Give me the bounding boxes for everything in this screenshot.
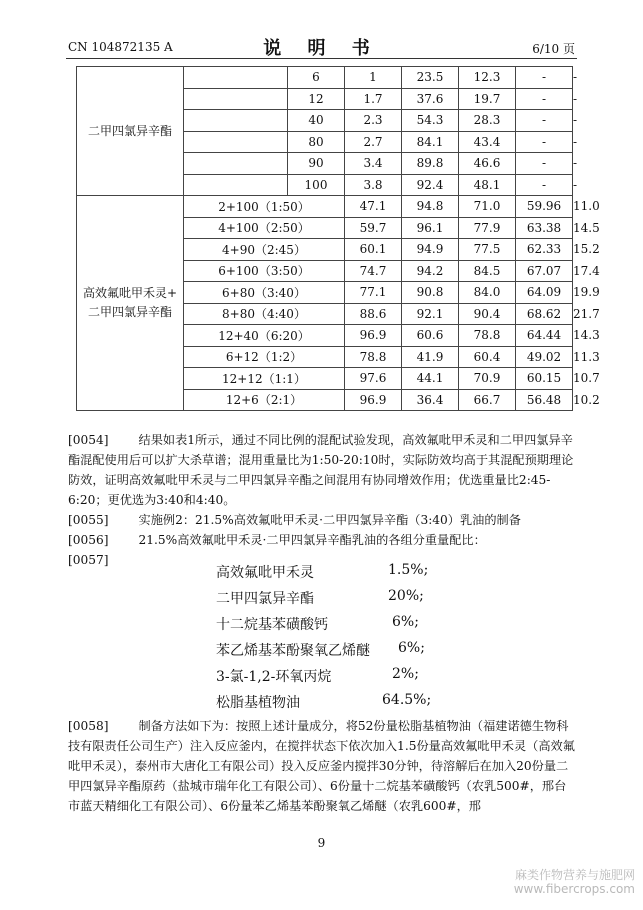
table-row: 80 2.7 84.1 43.4 - - — [77, 131, 573, 153]
table-cell: - — [516, 131, 573, 153]
table-cell: 59.7 — [345, 217, 402, 239]
table-cell: 28.3 — [459, 110, 516, 132]
table-cell: 2+100（1:50） — [184, 196, 345, 218]
table-cell: 23.5 — [402, 67, 459, 89]
table-cell: 89.8 — [402, 153, 459, 175]
component-name: 3-氯-1,2-环氧丙烷 — [216, 669, 332, 685]
table-row: 100 3.8 92.4 48.1 - - — [77, 174, 573, 196]
paragraph-text: 21.5%高效氟吡甲禾灵·二甲四氯异辛酯乳油的各组分重量配比： — [138, 533, 486, 547]
page-header — [0, 0, 643, 64]
table-cell: 8+80（4:40） — [184, 303, 345, 325]
watermark — [514, 868, 635, 896]
empty-cell — [184, 110, 288, 132]
table-cell: 2.3 — [345, 110, 402, 132]
table-cell: 36.4 — [402, 389, 459, 411]
paragraph-text: 制备方法如下为：按照上述计量成分，将52份量松脂基植物油（福建诺德生物科技有限责任公司生产）注入反应釜内，在搅拌状态下依次加入1.5份量高效氟吡甲禾灵（高效氟吡甲禾灵），泰州市大唐化工有限公司）投入反应釜内搅拌30分钟，待溶解后在加入20份量二甲四氯异辛酯原药（盐城市瑞年化工有限公司）、6份量十二烷基苯磺酸钙（农乳500#，邢台市蓝天精细化工有限公司）、6份量苯乙烯基苯酚聚氧乙烯醚（农乳600#，邢 — [68, 719, 575, 813]
formulation-row — [216, 588, 476, 616]
paragraph-number: [0054] — [68, 433, 109, 447]
table-row: 90 3.4 89.8 46.6 - - — [77, 153, 573, 175]
table-cell: 96.9 — [345, 325, 402, 347]
table-cell: 48.1 — [459, 174, 516, 196]
component-name: 苯乙烯基苯酚聚氧乙烯醚 — [216, 643, 370, 659]
table-row: 6+12（1:2） 78.8 41.9 60.4 49.02 11.3 — [77, 346, 573, 368]
formulation-row — [216, 666, 476, 694]
table-cell: 92.4 — [402, 174, 459, 196]
table-cell: 37.6 — [402, 88, 459, 110]
table-row: 二甲四氯异辛酯 6 1 23.5 12.3 - - — [77, 67, 573, 89]
table-cell: 6+80（3:40） — [184, 282, 345, 304]
empty-cell — [184, 174, 288, 196]
table-cell: 90.4 — [459, 303, 516, 325]
table-cell: 77.9 — [459, 217, 516, 239]
table-cell: 96.9 — [345, 389, 402, 411]
paragraph-0055 — [68, 510, 578, 530]
table-cell: 100 — [288, 174, 345, 196]
paragraph-number: [0058] — [68, 719, 109, 733]
table-cell: 84.0 — [459, 282, 516, 304]
table-cell: 97.6 — [345, 368, 402, 390]
table-cell: 4+90（2:45） — [184, 239, 345, 261]
table-cell: - — [516, 174, 573, 196]
table-cell: 43.4 — [459, 131, 516, 153]
table-cell: 12+6（2:1） — [184, 389, 345, 411]
table-cell: 19.7 — [459, 88, 516, 110]
component-name: 十二烷基苯磺酸钙 — [216, 617, 328, 633]
table-cell: - — [516, 67, 573, 89]
table-cell: 84.1 — [402, 131, 459, 153]
table-cell: 90 — [288, 153, 345, 175]
formulation-row — [216, 640, 476, 668]
paragraph-number: [0056] — [68, 533, 109, 547]
table-cell: 3.8 — [345, 174, 402, 196]
table-cell: 6+12（1:2） — [184, 346, 345, 368]
table-row: 12+12（1:1） 97.6 44.1 70.9 60.15 10.7 — [77, 368, 573, 390]
table-row: 8+80（4:40） 88.6 92.1 90.4 68.62 21.7 — [77, 303, 573, 325]
table-cell: 80 — [288, 131, 345, 153]
table-cell: 60.4 — [459, 346, 516, 368]
component-name: 松脂基植物油 — [216, 695, 300, 711]
page-number: 9 — [317, 836, 326, 850]
paragraph-number: [0055] — [68, 513, 109, 527]
table-cell: 40 — [288, 110, 345, 132]
formulation-list — [216, 562, 476, 732]
table-cell: 4+100（2:50） — [184, 217, 345, 239]
results-table — [76, 66, 600, 411]
watermark-line: 麻类作物营养与施肥网 — [514, 868, 635, 882]
table-cell: 64.09 — [516, 282, 573, 304]
table-row: 高效氟吡甲禾灵+ 二甲四氯异辛酯 2+100（1:50） 47.1 94.8 71.0 59.96 11.0 — [77, 196, 573, 218]
table-cell: 94.2 — [402, 260, 459, 282]
table-cell: 78.8 — [459, 325, 516, 347]
paragraph-number: [0057] — [68, 553, 109, 567]
table-cell: 3.4 — [345, 153, 402, 175]
group-label — [77, 67, 184, 196]
table-cell: 60.1 — [345, 239, 402, 261]
table-cell: 56.48 — [516, 389, 573, 411]
table-cell: 70.9 — [459, 368, 516, 390]
paragraph-text: 实施例2：21.5%高效氟吡甲禾灵·二甲四氯异辛酯（3:40）乳油的制备 — [138, 513, 521, 527]
empty-cell — [184, 153, 288, 175]
component-percentage: 64.5%; — [382, 692, 432, 708]
table-cell: 6+100（3:50） — [184, 260, 345, 282]
document-title: 说 明 书 — [263, 38, 380, 59]
paragraph-0056 — [68, 530, 578, 550]
component-name: 二甲四氯异辛酯 — [216, 591, 314, 607]
table-cell: 71.0 — [459, 196, 516, 218]
table-row: 6+100（3:50） 74.7 94.2 84.5 67.07 17.4 — [77, 260, 573, 282]
table-cell: 12+12（1:1） — [184, 368, 345, 390]
table-cell: 54.3 — [402, 110, 459, 132]
table-cell: 1.7 — [345, 88, 402, 110]
component-percentage: 6%; — [392, 614, 419, 630]
empty-cell — [184, 67, 288, 89]
table-cell: 60.6 — [402, 325, 459, 347]
table-row: 4+100（2:50） 59.7 96.1 77.9 63.38 14.5 — [77, 217, 573, 239]
component-percentage: 2%; — [392, 666, 419, 682]
component-name: 高效氟吡甲禾灵 — [216, 565, 314, 581]
page-indicator: 6/10 页 — [532, 42, 575, 56]
paragraph-0054 — [68, 430, 578, 510]
watermark-url: www.fibercrops.com — [513, 882, 635, 896]
table-cell: 68.62 — [516, 303, 573, 325]
table-cell: 63.38 — [516, 217, 573, 239]
table-row: 40 2.3 54.3 28.3 - - — [77, 110, 573, 132]
table-cell: 60.15 — [516, 368, 573, 390]
table-cell: 44.1 — [402, 368, 459, 390]
table-cell: 67.07 — [516, 260, 573, 282]
table-row: 4+90（2:45） 60.1 94.9 77.5 62.33 15.2 — [77, 239, 573, 261]
table-cell: 96.1 — [402, 217, 459, 239]
table-cell: 64.44 — [516, 325, 573, 347]
table-cell: 94.9 — [402, 239, 459, 261]
table-cell: 49.02 — [516, 346, 573, 368]
component-percentage: 6%; — [398, 640, 425, 656]
table-cell: 77.1 — [345, 282, 402, 304]
patent-number: CN 104872135 A — [68, 40, 173, 54]
table-cell: 84.5 — [459, 260, 516, 282]
table-cell: 6 — [288, 67, 345, 89]
table-cell: 94.8 — [402, 196, 459, 218]
table-cell: 47.1 — [345, 196, 402, 218]
table-cell: 90.8 — [402, 282, 459, 304]
formulation-row — [216, 562, 476, 590]
table-cell: 12 — [288, 88, 345, 110]
table-row: 12+40（6:20） 96.9 60.6 78.8 64.44 14.3 — [77, 325, 573, 347]
table-cell: 41.9 — [402, 346, 459, 368]
table-cell: 66.7 — [459, 389, 516, 411]
table-cell: 12.3 — [459, 67, 516, 89]
table-cell: 77.5 — [459, 239, 516, 261]
paragraph-text: 结果如表1所示，通过不同比例的混配试验发现，高效氟吡甲禾灵和二甲四氯异辛酯混配使用后可以扩大杀草谱；混用重量比为1:50-20:10时，实际防效均高于其混配预期理论防效，证明高效氟吡甲禾灵与二甲四氯异辛酯之间混用有协同增效作用；优选重量比2:45-6:20；更优选为3:40和4:40。 — [68, 433, 574, 507]
table-row: 6+80（3:40） 77.1 90.8 84.0 64.09 19.9 — [77, 282, 573, 304]
table-cell: - — [516, 88, 573, 110]
table-row: 12 1.7 37.6 19.7 - - — [77, 88, 573, 110]
table-cell: - — [516, 153, 573, 175]
group-label-line: 二甲四氯异辛酯 — [87, 123, 172, 138]
table-cell: 46.6 — [459, 153, 516, 175]
formulation-row — [216, 614, 476, 642]
table-cell: 78.8 — [345, 346, 402, 368]
empty-cell — [184, 88, 288, 110]
paragraph-0058 — [68, 716, 578, 816]
table-cell: 1 — [345, 67, 402, 89]
table-cell: 62.33 — [516, 239, 573, 261]
table-cell: - — [516, 110, 573, 132]
component-percentage: 20%; — [388, 588, 424, 604]
table-row: 12+6（2:1） 96.9 36.4 66.7 56.48 10.2 — [77, 389, 573, 411]
table-cell: 59.96 — [516, 196, 573, 218]
component-percentage: 1.5%; — [388, 562, 429, 578]
table-cell: 12+40（6:20） — [184, 325, 345, 347]
group-label-line: 二甲四氯异辛酯 — [87, 305, 172, 319]
table-cell: 88.6 — [345, 303, 402, 325]
table-cell: 2.7 — [345, 131, 402, 153]
table-cell: 74.7 — [345, 260, 402, 282]
group-label — [77, 196, 184, 411]
empty-cell — [184, 131, 288, 153]
group-label-line: 高效氟吡甲禾灵+ — [82, 286, 178, 300]
table-cell: 92.1 — [402, 303, 459, 325]
header-rule — [66, 58, 577, 59]
